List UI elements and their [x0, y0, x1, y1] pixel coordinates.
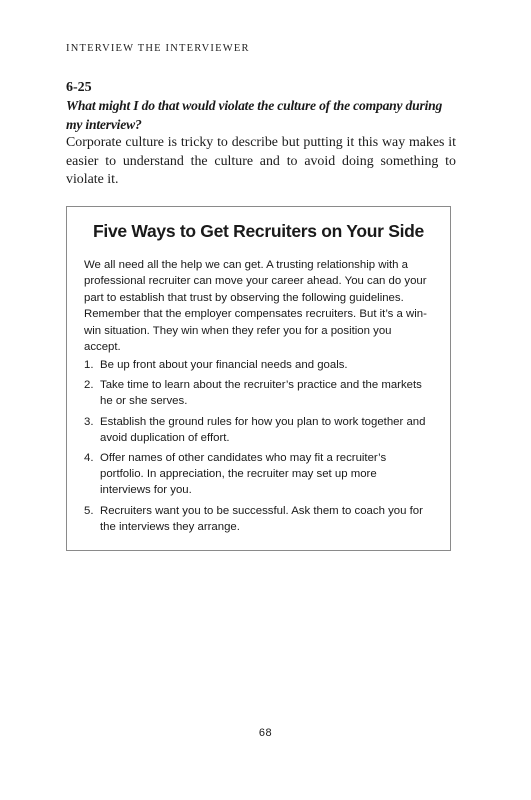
list-item-number: 3. [84, 415, 94, 428]
list-item [84, 377, 429, 409]
question-text: What might I do that would violate the culture of the company during my interview? [66, 98, 443, 132]
running-head: INTERVIEW THE INTERVIEWER [66, 43, 250, 54]
list-item-number: 5. [84, 504, 94, 517]
page-number: 68 [258, 727, 273, 739]
tips-list [84, 357, 429, 539]
sidebar-title: Five Ways to Get Recruiters on Your Side [93, 221, 424, 241]
list-item [84, 414, 429, 446]
list-item-text: Take time to learn about the recruiter’s practice and the markets he or she serves. [100, 379, 422, 408]
list-item-text: Recruiters want you to be successful. Ask them to coach you for the interviews they arrange. [100, 504, 423, 533]
question-number: 6-25 [66, 80, 92, 95]
list-item-number: 4. [84, 452, 94, 465]
sidebar-intro: We all need all the help we can get. A trusting relationship with a professional recruiter can move your career ahead. You can do your part to establish that trust by observing the following guidelines. Remember that the employer compensates recruiters. But it’s a win-win situation. They win when they refer you for a position you accept. [84, 259, 427, 354]
list-item [84, 450, 429, 499]
list-item-number: 1. [84, 359, 94, 371]
list-item-text: Establish the ground rules for how you plan to work together and avoid duplication of effort. [100, 415, 426, 444]
sidebar-box [66, 206, 451, 551]
answer-text: Corporate culture is tricky to describe but putting it this way makes it easier to understand the culture and to avoid doing something to violate it. [66, 135, 456, 187]
list-item-number: 2. [84, 379, 94, 392]
list-item [84, 357, 429, 373]
list-item-text: Offer names of other candidates who may fit a recruiter’s portfolio. In appreciation, the recruiter may set up more interviews for you. [100, 452, 387, 497]
list-item [84, 503, 429, 535]
list-item-text: Be up front about your financial needs and goals. [100, 359, 348, 371]
